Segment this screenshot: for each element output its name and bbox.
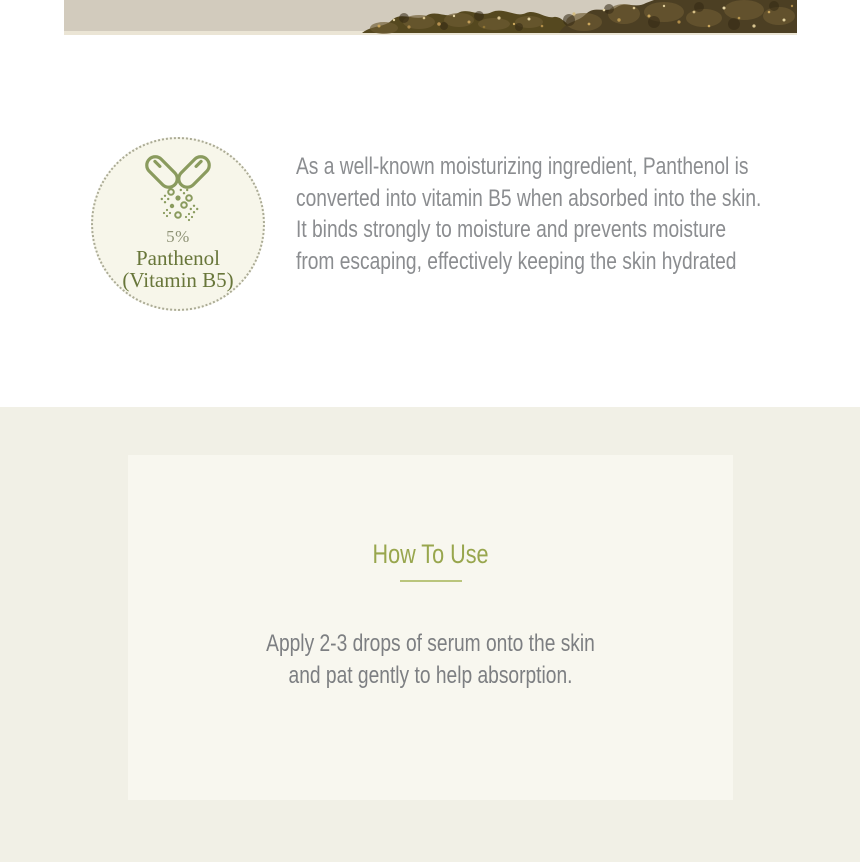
instruction-line: Apply 2-3 drops of serum onto the skin xyxy=(266,630,595,657)
ingredient-subname: (Vitamin B5) xyxy=(122,268,234,292)
ingredient-description xyxy=(296,151,761,277)
ingredient-percentage: 5% xyxy=(166,227,190,246)
usage-instructions xyxy=(189,582,673,692)
capsule-pouring-icon xyxy=(138,152,218,220)
ingredient-badge xyxy=(91,137,265,311)
description-line: As a well-known moisturizing ingredient, Panthenol is xyxy=(296,153,749,180)
description-line: It binds strongly to moisture and prevents moisture xyxy=(296,216,727,243)
dried-ingredient-texture-image xyxy=(64,0,797,35)
description-line: from escaping, effectively keeping the skin hydrated xyxy=(296,247,737,275)
how-to-use-section xyxy=(0,407,860,862)
ingredient-name: Panthenol xyxy=(136,246,220,270)
how-to-use-title: How To Use xyxy=(372,539,489,569)
how-to-use-card xyxy=(128,455,733,800)
description-line: converted into vitamin B5 when absorbed into the skin. xyxy=(296,184,762,212)
instruction-line: and pat gently to help absorption. xyxy=(288,662,573,689)
ingredient-photo xyxy=(64,0,797,35)
